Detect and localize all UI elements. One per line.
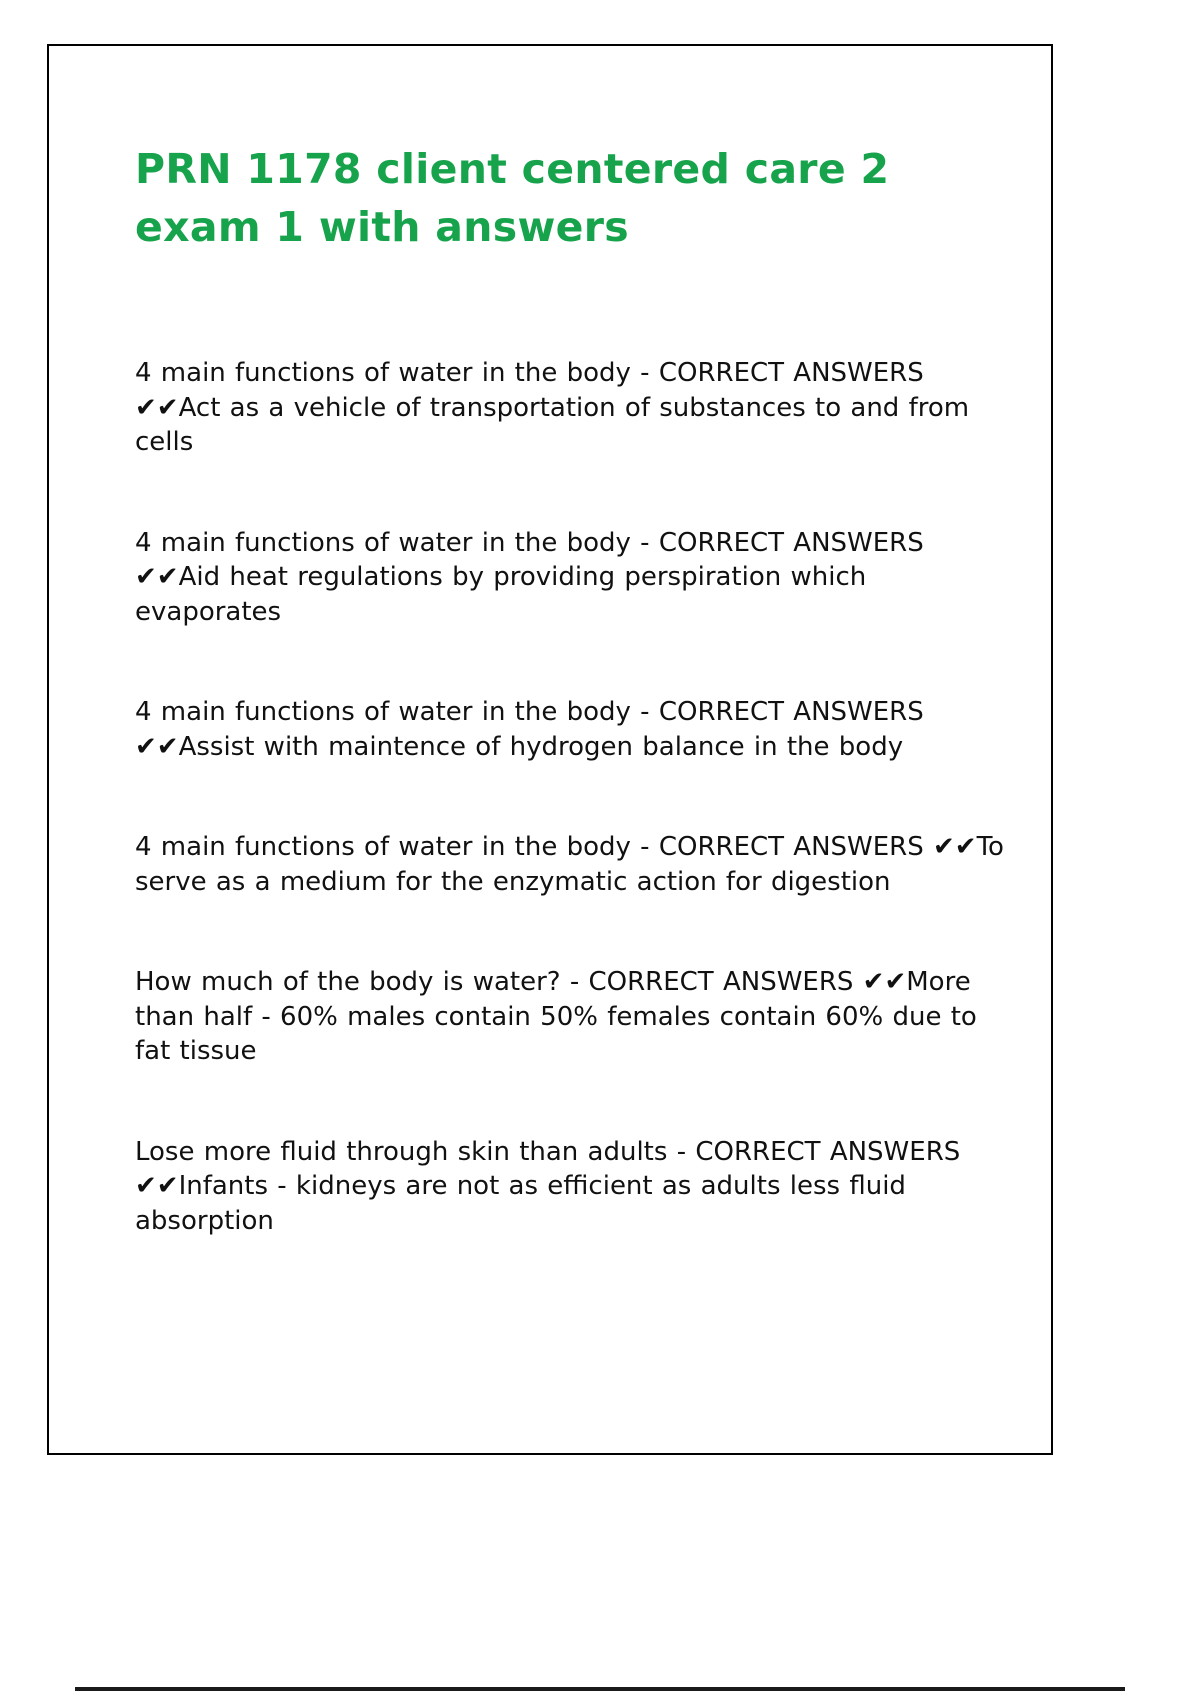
- document-title-line-1: PRN 1178 client centered care 2: [135, 145, 890, 193]
- qa-paragraph-list: [135, 356, 1015, 1238]
- document-page-frame: [47, 44, 1053, 1455]
- qa-paragraph: 4 main functions of water in the body - CORRECT ANSWERS ✔✔To serve as a medium for the enzymatic action for digestion: [135, 832, 1004, 897]
- document-title: [135, 140, 1005, 256]
- qa-paragraph: 4 main functions of water in the body - CORRECT ANSWERS ✔✔Assist with maintence of hydrogen balance in the body: [135, 697, 924, 762]
- qa-paragraph: 4 main functions of water in the body - CORRECT ANSWERS ✔✔Act as a vehicle of transportation of substances to and from cells: [135, 358, 970, 457]
- qa-paragraph: Lose more fluid through skin than adults - CORRECT ANSWERS ✔✔Infants - kidneys are not as efficient as adults less fluid absorption: [135, 1136, 961, 1236]
- qa-paragraph: How much of the body is water? - CORRECT ANSWERS ✔✔More than half - 60% males contain 50% females contain 60% due to fat tissue: [135, 967, 977, 1066]
- document-title-line-2: exam 1 with answers: [135, 203, 629, 251]
- qa-paragraph: 4 main functions of water in the body - CORRECT ANSWERS ✔✔Aid heat regulations by providing perspiration which evaporates: [135, 527, 924, 627]
- next-page-top-border: [75, 1687, 1125, 1691]
